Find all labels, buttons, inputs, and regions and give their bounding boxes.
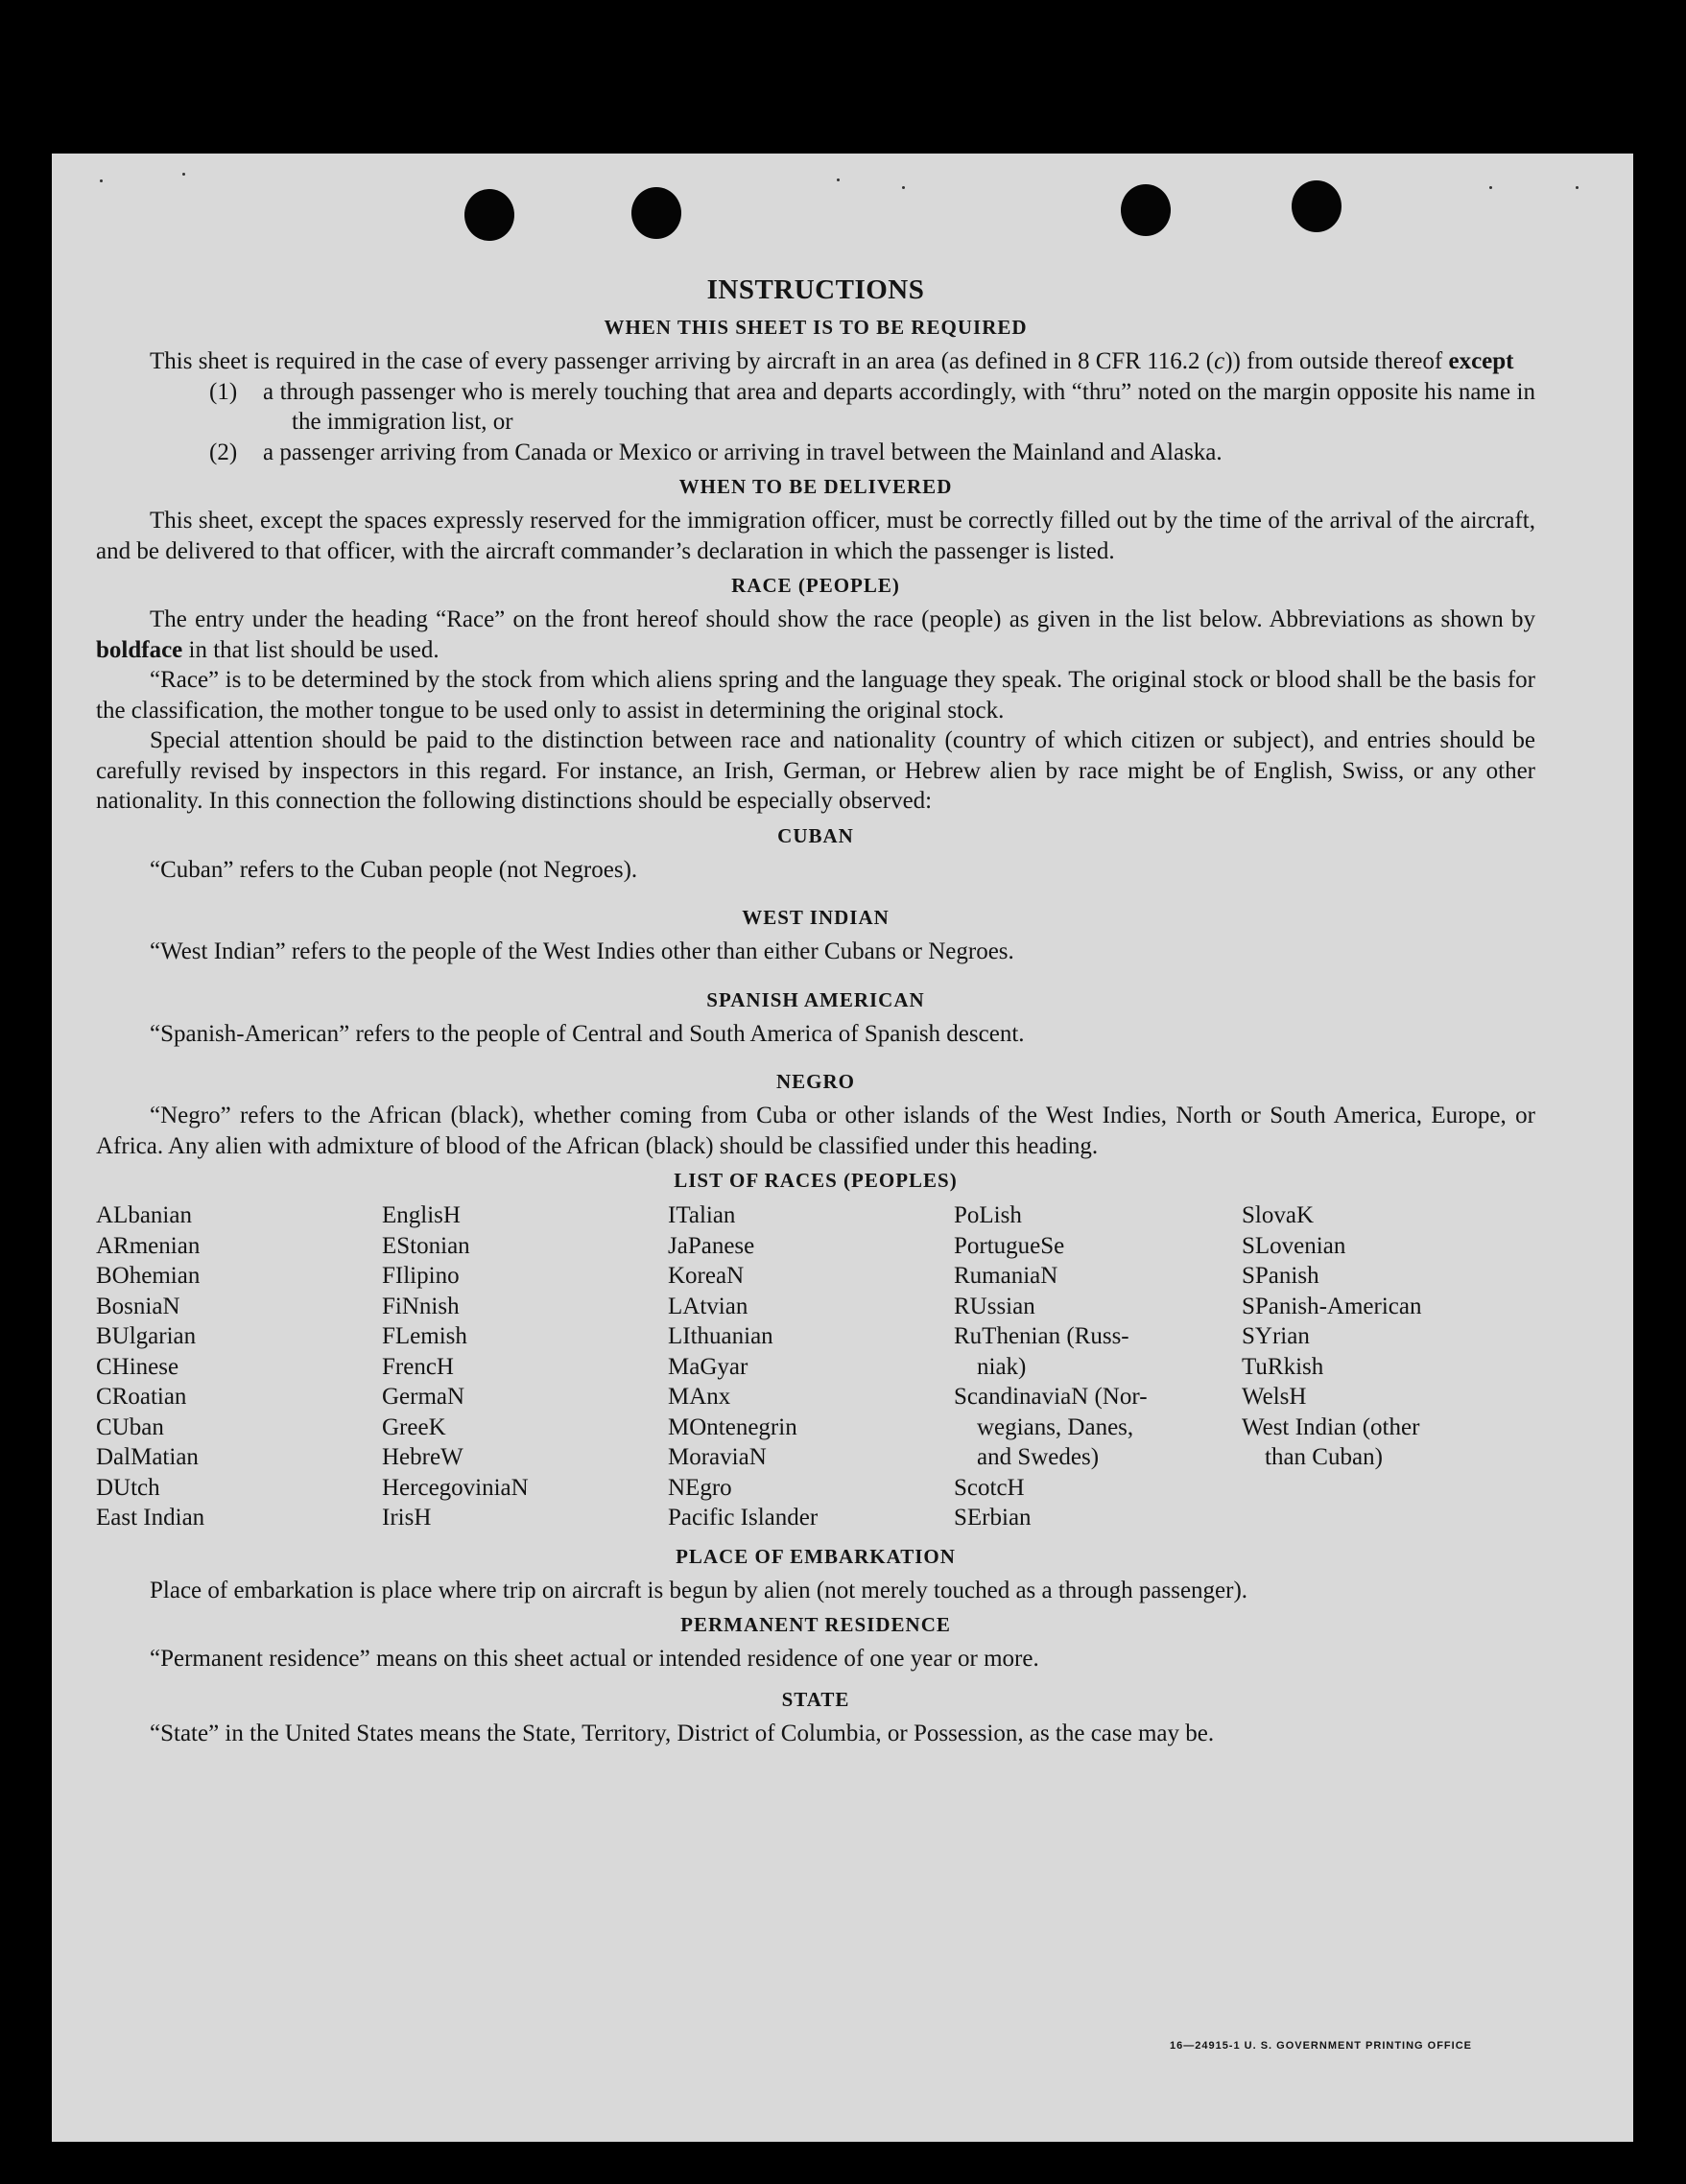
race-entry: CUban [96,1413,164,1440]
race-entry: than Cuban) [1265,1444,1383,1470]
race-entry: BOhemian [96,1263,201,1289]
residence-text: “Permanent residence” means on this sheet actual or intended residence of one year or more. [150,1646,1039,1672]
race-entry: niak) [977,1353,1027,1380]
race-entry: West Indian (other [1242,1413,1420,1440]
race-entry: PoLish [954,1202,1022,1228]
race-column [382,1200,668,1533]
race-entry: BosniaN [96,1293,180,1319]
race-entry: ALbanian [96,1202,192,1228]
race-entry: KoreaN [668,1263,745,1289]
race-entry: CRoatian [96,1384,187,1410]
section-heading: SPANISH AMERICAN [706,987,925,1011]
race-column [668,1200,954,1533]
delivered-text: This sheet, except the spaces expressly reserved for the immigration officer, must be correctly filled out by the time of the arrival of the aircraft, and be delivered to that officer, with the aircraft commander’s declaration in which the passenger is listed. [96,508,1535,564]
section-heading: LIST OF RACES (PEOPLES) [674,1169,958,1192]
race-entry: MAnx [668,1384,731,1410]
race-entry: ITalian [668,1202,736,1228]
paper-speck [100,179,103,182]
race-entry: HebreW [382,1444,463,1470]
race-entry: EnglisH [382,1202,461,1228]
race-entry: NEgro [668,1474,732,1501]
race-entry: and Swedes) [977,1444,1100,1470]
race-entry: TuRkish [1242,1353,1324,1380]
race-paragraph: “Race” is to be determined by the stock from which aliens spring and the language they speak. The original stock or blood shall be the basis for the classification, the mother tongue to be used only to assist in determining the original stock. [96,667,1535,724]
race-entry: ARmenian [96,1232,201,1259]
punch-hole [464,189,514,241]
embarkation-text: Place of embarkation is place where trip on aircraft is begun by alien (not merely touched as a through passenger). [150,1577,1248,1603]
race-entry: SYrian [1242,1323,1310,1349]
print-code: 16—24915-1 U. S. GOVERNMENT PRINTING OFFICE [1169,2040,1472,2052]
race-column [954,1200,1242,1533]
list-item: (1) a through passenger who is merely touching that area and departs accordingly, with “thru” noted on the margin opposite his name in the immigration list, or [209,378,1535,435]
required-intro: This sheet is required in the case of every passenger arriving by aircraft in an area (as defined in 8 CFR 116.2 (c)) from outside thereof except [150,348,1514,374]
race-entry: PortugueSe [954,1232,1065,1259]
paper-speck [1489,186,1492,189]
race-entry: DUtch [96,1474,160,1501]
race-entry: RumaniaN [954,1263,1058,1289]
race-list [96,1200,1535,1533]
paper-speck [1576,186,1579,189]
race-entry: LAtvian [668,1293,748,1319]
race-column [96,1200,382,1533]
race-paragraph: The entry under the heading “Race” on the front hereof should show the race (people) as given in the list below. Abbreviations as shown by boldface in that list should be used. [96,606,1535,663]
race-entry: FiNnish [382,1293,460,1319]
race-entry: SlovaK [1242,1202,1314,1228]
state-text: “State” in the United States means the State, Territory, District of Columbia, or Possession, as the case may be. [150,1720,1215,1746]
race-entry: wegians, Danes, [977,1413,1134,1440]
paper-speck [902,186,905,189]
race-entry: ScandinaviaN (Nor- [954,1384,1148,1410]
race-entry: Pacific Islander [668,1505,819,1531]
race-entry: WelsH [1242,1384,1307,1410]
race-entry: SPanish-American [1242,1293,1422,1319]
race-entry: RuThenian (Russ- [954,1323,1129,1349]
cuban-text: “Cuban” refers to the Cuban people (not Negroes). [150,856,638,883]
race-entry: CHinese [96,1353,179,1380]
race-entry: BUlgarian [96,1323,197,1349]
race-entry: FLemish [382,1323,467,1349]
race-entry: IrisH [382,1505,432,1531]
race-entry: FIlipino [382,1263,460,1289]
west-indian-text: “West Indian” refers to the people of the West Indies other than either Cubans or Negroes. [150,938,1014,964]
race-entry: LIthuanian [668,1323,773,1349]
section-heading: NEGRO [775,1070,855,1093]
race-entry: GreeK [382,1413,446,1440]
race-entry: MaGyar [668,1353,748,1380]
race-entry: JaPanese [668,1232,755,1259]
section-heading: PERMANENT RESIDENCE [680,1613,951,1636]
race-entry: DalMatian [96,1444,199,1470]
race-entry: ScotcH [954,1474,1025,1501]
race-entry: SLovenian [1242,1232,1346,1259]
paper-speck [182,173,185,176]
race-entry: East Indian [96,1505,205,1531]
race-entry: GermaN [382,1384,465,1410]
page-title: INSTRUCTIONS [706,274,925,305]
section-heading: WHEN THIS SHEET IS TO BE REQUIRED [604,316,1028,339]
section-heading: WEST INDIAN [742,906,890,929]
section-heading: STATE [781,1687,850,1711]
race-entry: SErbian [954,1505,1032,1531]
race-entry: FrencH [382,1353,454,1380]
race-column [1242,1200,1535,1533]
negro-text: “Negro” refers to the African (black), whether coming from Cuba or other islands of the West Indies, North or South America, Europe, or Africa. Any alien with admixture of blood of the African (black) should be classified under this heading. [96,1103,1535,1159]
race-entry: EStonian [382,1232,470,1259]
race-entry: HercegoviniaN [382,1474,529,1501]
spanish-american-text: “Spanish-American” refers to the people of Central and South America of Spanish descent. [150,1020,1025,1047]
instructions-body [96,274,1535,1748]
list-item: (2) a passenger arriving from Canada or Mexico or arriving in travel between the Mainland and Alaska. [209,439,1223,465]
race-entry: MOntenegrin [668,1413,797,1440]
section-heading: CUBAN [777,823,854,847]
paper-speck [837,178,840,181]
punch-hole [631,187,681,239]
punch-hole [1121,184,1171,236]
race-entry: MoraviaN [668,1444,767,1470]
race-entry: SPanish [1242,1263,1319,1289]
race-entry: RUssian [954,1293,1035,1319]
document-page [52,154,1633,2142]
section-heading: WHEN TO BE DELIVERED [678,475,953,498]
section-heading: RACE (PEOPLE) [731,574,900,597]
section-heading: PLACE OF EMBARKATION [676,1544,956,1568]
punch-hole [1292,180,1342,232]
race-paragraph: Special attention should be paid to the distinction between race and nationality (country of which citizen or subject), and entries should be carefully revised by inspectors in this regard. For instance, an Irish, German, or Hebrew alien by race might be of English, Swiss, or any other nationality. In this connection the following distinctions should be especially observed: [96,727,1535,814]
